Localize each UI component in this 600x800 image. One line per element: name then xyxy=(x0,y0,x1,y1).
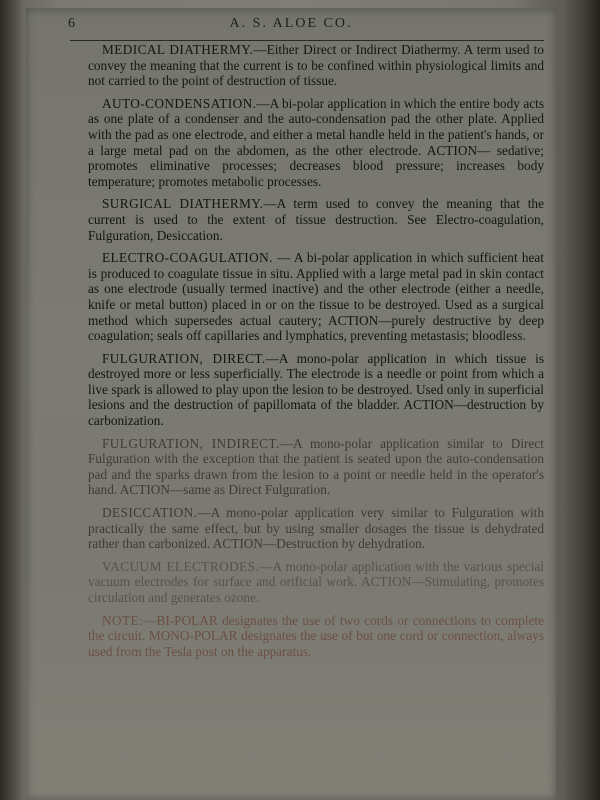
running-head: A. S. ALOE CO. xyxy=(229,16,353,31)
entry-fulguration-direct xyxy=(88,351,544,429)
entry-auto-condensation xyxy=(88,96,544,190)
entry-medical-diathermy xyxy=(88,42,544,89)
entry-text: —BI-POLAR designates the use of two cords or connections to complete the circuit. MONO-POLAR designates the use of but one cord or connection, always used from the Tesla post on the apparatus. xyxy=(88,612,544,659)
book-page xyxy=(26,8,556,800)
entry-text: — A bi-polar application in which sufficient heat is produced to coagulate tissue in situ. Applied with a large metal pad in skin contact as one electrode (usually termed inactive) and the other electrode (either a needle, knife or metal button) placed in or on the tissue to be destroyed. Used as a surgical method which supersedes actual cautery; ACTION—purely destructive by deep coagulation; seals off capillaries and lymphatics, preventing metastasis; bloodless. xyxy=(88,250,544,344)
header-rule xyxy=(70,40,544,41)
entry-fulguration-indirect xyxy=(88,436,544,498)
entry-term: ELECTRO-COAGULATION. xyxy=(102,250,273,266)
entry-term: FULGURATION, INDIRECT. xyxy=(102,435,280,451)
entry-term: NOTE: xyxy=(102,612,144,628)
entry-electro-coagulation xyxy=(88,250,544,344)
glossary-content xyxy=(88,42,544,666)
entry-text: —A mono-polar application with the various special vacuum electrodes for surface and orificial work. ACTION—Stimulating, promotes circulation and generates ozone. xyxy=(88,558,545,605)
page-number: 6 xyxy=(68,16,75,31)
page-header xyxy=(26,14,556,40)
entry-text: —A mono-polar application similar to Direct Fulguration with the exception that the patient is seated upon the auto-condensation pad and the sparks drawn from the lesion to a point or needle held in the operator's hand. ACTION—same as Direct Fulguration. xyxy=(88,435,544,498)
entry-vacuum-electrodes xyxy=(88,559,544,606)
entry-surgical-diathermy xyxy=(88,196,544,243)
entry-text: —A term used to convey the meaning that the current is used to the extent of tissue destruction. See Electro-coagulation, Fulguration, Desiccation. xyxy=(88,196,544,243)
entry-text: —A bi-polar application in which the entire body acts as one plate of a condenser and the auto-condensation pad the other plate. Applied with the pad as one electrode, and either a metal handle held in the patient's hands, or a large metal pad on the abdomen, as the other electrode. ACTION— sedative; promotes eliminative processes; decreases blood pressure; increases body temperature; promotes metabolic processes. xyxy=(88,95,544,189)
entry-term: SURGICAL DIATHERMY. xyxy=(102,196,264,212)
entry-text: —A mono-polar application very similar to Fulguration with practically the same effect, but by using smaller dosages the tissue is dehydrated rather than carbonized. ACTION—Destruction by dehydration. xyxy=(88,505,544,552)
entry-term: DESICCATION. xyxy=(102,505,198,521)
entry-text: —Either Direct or Indirect Diathermy. A term used to convey the meaning that the current is to be confined within physiological limits and not carried to the point of destruction of tissue. xyxy=(88,42,544,89)
entry-text: —A mono-polar application in which tissue is destroyed more or less superficially. The electrode is a needle or point from which a live spark is allowed to play upon the lesion to be destroyed. Used only in superficial lesions and the destruction of papillomata of the bladder. ACTION—destruction by carbonization. xyxy=(88,350,544,429)
entry-term: FULGURATION, DIRECT. xyxy=(102,350,266,366)
entry-term: AUTO-CONDENSATION. xyxy=(102,95,257,111)
entry-term: VACUUM ELECTRODES. xyxy=(102,558,260,574)
entry-note xyxy=(88,613,544,660)
entry-term: MEDICAL DIATHERMY. xyxy=(102,42,254,57)
entry-desiccation xyxy=(88,505,544,552)
